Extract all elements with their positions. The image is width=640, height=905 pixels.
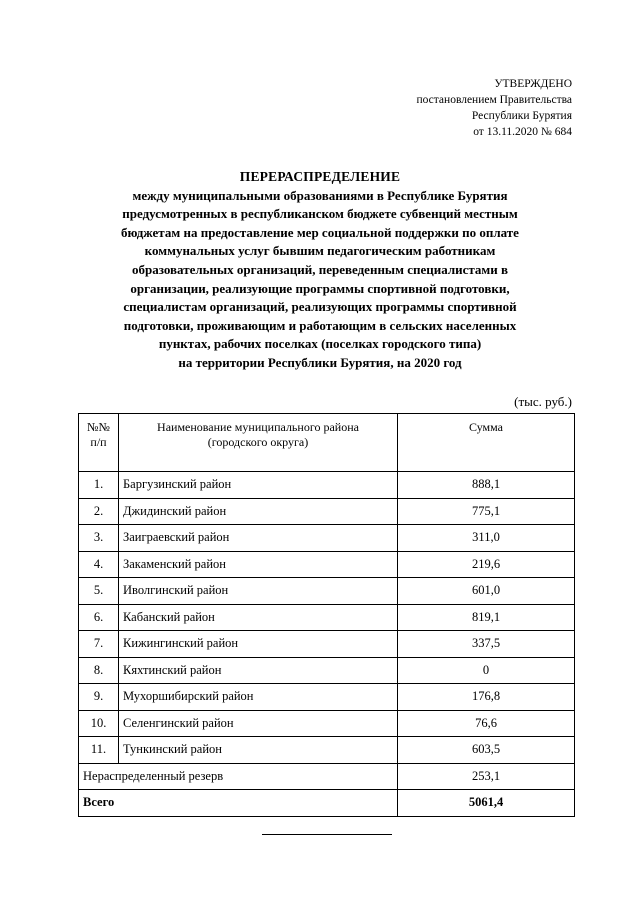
reserve-label: Нераспределенный резерв (79, 763, 398, 790)
row-sum: 337,5 (398, 631, 575, 658)
row-sum: 601,0 (398, 578, 575, 605)
header-num-line: п/п (90, 435, 107, 449)
row-sum: 0 (398, 657, 575, 684)
row-name: Кабанский район (119, 604, 398, 631)
row-name: Мухоршибирский район (119, 684, 398, 711)
row-name: Кяхтинский район (119, 657, 398, 684)
table-row (79, 737, 575, 764)
table-row (79, 578, 575, 605)
row-name: Иволгинский район (119, 578, 398, 605)
table-row (79, 604, 575, 631)
row-name: Кижингинский район (119, 631, 398, 658)
title-line: подготовки, проживающим и работающим в сельских населенных (123, 317, 517, 333)
header-name-line: (городского округа) (207, 435, 309, 449)
row-num: 10. (79, 710, 119, 737)
row-num: 6. (79, 604, 119, 631)
row-num: 11. (79, 737, 119, 764)
table-row (79, 498, 575, 525)
table-row (79, 551, 575, 578)
allocation-table (78, 413, 575, 817)
row-sum: 603,5 (398, 737, 575, 764)
row-name: Тункинский район (119, 737, 398, 764)
table-header-row (79, 414, 575, 472)
table-row (79, 525, 575, 552)
row-name: Закаменский район (119, 551, 398, 578)
row-num: 9. (79, 684, 119, 711)
row-num: 8. (79, 657, 119, 684)
row-num: 5. (79, 578, 119, 605)
units-label: (тыс. руб.) (514, 394, 572, 409)
reserve-row (79, 763, 575, 790)
table-row (79, 631, 575, 658)
row-sum: 819,1 (398, 604, 575, 631)
approval-line: Республики Бурятия (471, 110, 572, 122)
row-name: Заиграевский район (119, 525, 398, 552)
header-num-line: №№ (87, 420, 110, 434)
table-row (79, 710, 575, 737)
header-name-line: Наименование муниципального района (157, 420, 359, 434)
title-line: на территории Республики Бурятия, на 2020 год (178, 354, 462, 370)
approval-line: постановлением Правительства (416, 94, 572, 106)
approval-line: УТВЕРЖДЕНО (494, 78, 572, 90)
row-sum: 176,8 (398, 684, 575, 711)
title-line: пунктах, рабочих поселках (поселках городского типа) (158, 336, 482, 352)
row-sum: 219,6 (398, 551, 575, 578)
table-row (79, 657, 575, 684)
header-name (119, 414, 398, 472)
row-num: 1. (79, 472, 119, 499)
row-sum: 888,1 (398, 472, 575, 499)
total-label: Всего (79, 790, 398, 817)
document-title (60, 168, 580, 373)
row-name: Баргузинский район (119, 472, 398, 499)
title-line: организации, реализующие программы спортивной подготовки, (130, 280, 510, 296)
title-line: специалистам организаций, реализующих программы спортивной (123, 299, 517, 315)
row-num: 4. (79, 551, 119, 578)
title-line: коммунальных услуг бывшим педагогическим работникам (144, 243, 496, 259)
row-num: 2. (79, 498, 119, 525)
title-heading: ПЕРЕРАСПРЕДЕЛЕНИЕ (239, 169, 401, 184)
bottom-divider (262, 834, 392, 835)
row-name: Джидинский район (119, 498, 398, 525)
total-row (79, 790, 575, 817)
row-sum: 775,1 (398, 498, 575, 525)
title-line: предусмотренных в республиканском бюджете субвенций местным (122, 206, 518, 222)
title-line: бюджетам на предоставление мер социальной поддержки по оплате (121, 224, 519, 240)
approval-stamp (416, 76, 572, 140)
row-name: Селенгинский район (119, 710, 398, 737)
table-row (79, 472, 575, 499)
row-sum: 76,6 (398, 710, 575, 737)
header-sum: Сумма (398, 414, 575, 472)
total-sum: 5061,4 (398, 790, 575, 817)
title-line: между муниципальными образованиями в Республике Бурятия (132, 187, 508, 203)
row-num: 3. (79, 525, 119, 552)
title-line: образовательных организаций, переведенным специалистами в (131, 261, 509, 277)
reserve-sum: 253,1 (398, 763, 575, 790)
table-row (79, 684, 575, 711)
header-num (79, 414, 119, 472)
approval-date-line: от 13.11.2020 № 684 (473, 126, 572, 138)
row-sum: 311,0 (398, 525, 575, 552)
row-num: 7. (79, 631, 119, 658)
